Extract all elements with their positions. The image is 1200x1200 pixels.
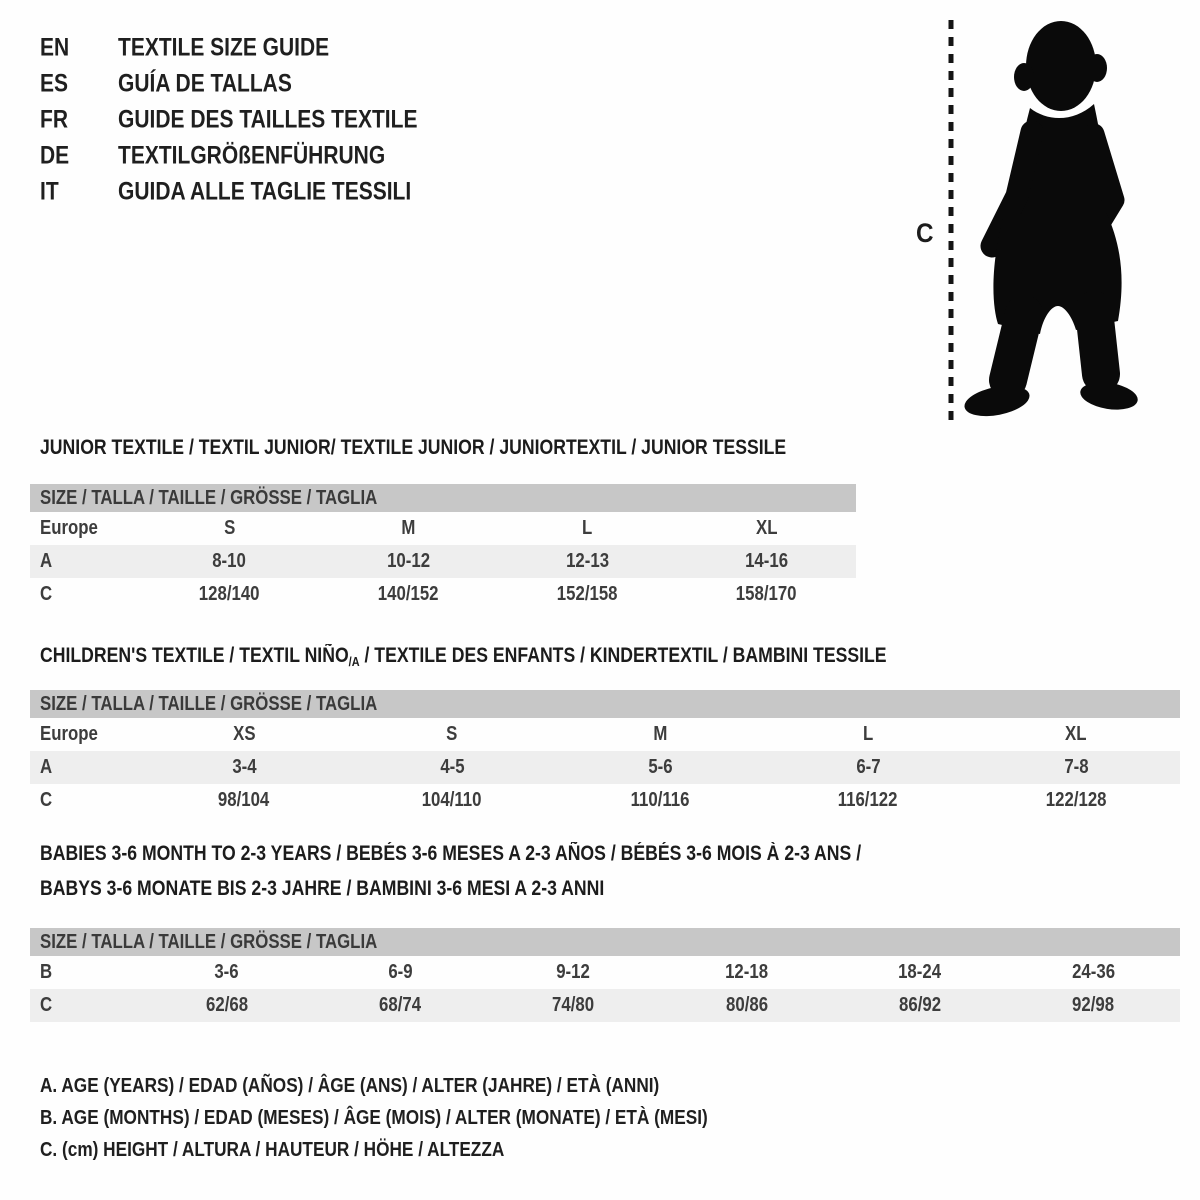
age-cell: 8-10 xyxy=(212,550,247,572)
guide-title-es: GUÍA DE TALLAS xyxy=(118,69,292,98)
section-junior-textile xyxy=(30,436,856,605)
row-label-europe: Europe xyxy=(40,517,98,539)
height-cell: 110/116 xyxy=(630,789,690,811)
height-cell: 80/86 xyxy=(725,994,768,1016)
height-cell: 116/122 xyxy=(838,789,898,811)
size-cell: M xyxy=(401,517,416,539)
language-code-de: DE xyxy=(40,141,70,170)
measure-legend xyxy=(40,1070,835,1166)
size-cell: XL xyxy=(755,517,778,539)
language-code-es: ES xyxy=(40,69,69,98)
size-header-label: SIZE / TALLA / TAILLE / GRÖSSE / TAGLIA xyxy=(40,692,378,715)
row-label-c: C xyxy=(40,994,53,1016)
size-header-label: SIZE / TALLA / TAILLE / GRÖSSE / TAGLIA xyxy=(40,486,378,509)
table-row xyxy=(30,578,856,611)
age-cell: 12-13 xyxy=(566,550,609,572)
size-cell: S xyxy=(446,723,458,745)
row-label-a: A xyxy=(40,550,53,572)
height-cell: 74/80 xyxy=(552,994,595,1016)
legend-height-cm: C. (cm) HEIGHT / ALTURA / HAUTEUR / HÖHE / ALTEZZA xyxy=(40,1138,505,1161)
size-cell: L xyxy=(862,723,874,745)
months-cell: 9-12 xyxy=(556,961,591,983)
table-row xyxy=(30,718,1180,751)
toddler-figure xyxy=(916,14,1156,426)
months-cell: 6-9 xyxy=(387,961,413,983)
height-cell: 68/74 xyxy=(378,994,422,1016)
size-cell: XL xyxy=(1065,723,1087,745)
section-childrens-textile xyxy=(30,644,1180,811)
row-label-c: C xyxy=(40,583,53,605)
height-cell: 92/98 xyxy=(1072,994,1115,1016)
age-cell: 10-12 xyxy=(387,550,430,572)
row-label-b: B xyxy=(40,961,53,983)
legend-age-years: A. AGE (YEARS) / EDAD (AÑOS) / ÂGE (ANS) / ALTER (JAHRE) / ETÀ (ANNI) xyxy=(40,1074,660,1097)
age-cell: 5-6 xyxy=(647,756,673,778)
childrens-textile-title: CHILDREN'S TEXTILE / TEXTIL NIÑO/A / TEXTILE DES ENFANTS / KINDERTEXTIL / BAMBINI TESSILE xyxy=(40,644,887,669)
row-label-a: A xyxy=(40,756,53,778)
height-cell: 128/140 xyxy=(199,583,260,605)
size-header-label: SIZE / TALLA / TAILLE / GRÖSSE / TAGLIA xyxy=(40,930,378,953)
size-cell: M xyxy=(652,723,667,745)
height-cell: 104/110 xyxy=(422,789,482,811)
size-cell: L xyxy=(582,517,593,539)
section-babies xyxy=(30,842,1180,1016)
guide-title-fr: GUIDE DES TAILLES TEXTILE xyxy=(118,105,418,134)
age-cell: 4-5 xyxy=(439,756,465,778)
months-cell: 3-6 xyxy=(214,961,239,983)
height-cell: 98/104 xyxy=(218,789,270,811)
size-cell: S xyxy=(223,517,236,539)
table-row xyxy=(30,512,856,545)
height-cell: 158/170 xyxy=(736,583,797,605)
age-cell: 14-16 xyxy=(745,550,788,572)
toddler-silhouette xyxy=(944,14,1144,426)
height-cell: 62/68 xyxy=(205,994,248,1016)
legend-age-months: B. AGE (MONTHS) / EDAD (MESES) / ÂGE (MOIS) / ALTER (MONATE) / ETÀ (MESI) xyxy=(40,1106,708,1129)
age-cell: 7-8 xyxy=(1063,756,1089,778)
babies-title-line1: BABIES 3-6 MONTH TO 2-3 YEARS / BEBÉS 3-6 MESES A 2-3 AÑOS / BÉBÉS 3-6 MOIS À 2-3 ANS / xyxy=(40,842,862,865)
size-cell: XS xyxy=(232,723,256,745)
height-cell: 122/128 xyxy=(1045,789,1107,811)
age-cell: 3-4 xyxy=(231,756,257,778)
table-row xyxy=(30,545,856,578)
size-header-bar xyxy=(30,484,856,512)
junior-textile-title: JUNIOR TEXTILE / TEXTIL JUNIOR/ TEXTILE JUNIOR / JUNIORTEXTIL / JUNIOR TESSILE xyxy=(40,436,787,459)
junior-textile-table xyxy=(30,484,856,611)
table-row xyxy=(30,784,1180,817)
language-code-fr: FR xyxy=(40,105,68,134)
row-label-europe: Europe xyxy=(40,723,98,745)
months-cell: 18-24 xyxy=(898,961,942,983)
table-row xyxy=(30,956,1180,989)
row-label-c: C xyxy=(40,789,53,811)
language-code-en: EN xyxy=(40,33,70,62)
months-cell: 12-18 xyxy=(725,961,769,983)
height-cell: 152/158 xyxy=(557,583,618,605)
height-cell: 140/152 xyxy=(378,583,439,605)
guide-title-de: TEXTILGRÖßENFÜHRUNG xyxy=(118,141,386,170)
size-header-bar xyxy=(30,690,1180,718)
guide-title-en: TEXTILE SIZE GUIDE xyxy=(118,33,330,62)
babies-table xyxy=(30,928,1180,1022)
months-cell: 24-36 xyxy=(1071,961,1115,983)
nino-a-subscript: /A xyxy=(348,654,360,669)
babies-title-line2: BABYS 3-6 MONATE BIS 2-3 JAHRE / BAMBINI 3-6 MESI A 2-3 ANNI xyxy=(40,877,605,900)
size-header-bar xyxy=(30,928,1180,956)
age-cell: 6-7 xyxy=(855,756,881,778)
height-measure-label: C xyxy=(916,218,934,248)
table-row xyxy=(30,989,1180,1022)
guide-title-it: GUIDA ALLE TAGLIE TESSILI xyxy=(118,177,412,206)
toddler-shape xyxy=(962,21,1140,421)
childrens-textile-table xyxy=(30,690,1180,817)
language-code-it: IT xyxy=(40,177,59,206)
table-row xyxy=(30,751,1180,784)
height-cell: 86/92 xyxy=(898,994,941,1016)
